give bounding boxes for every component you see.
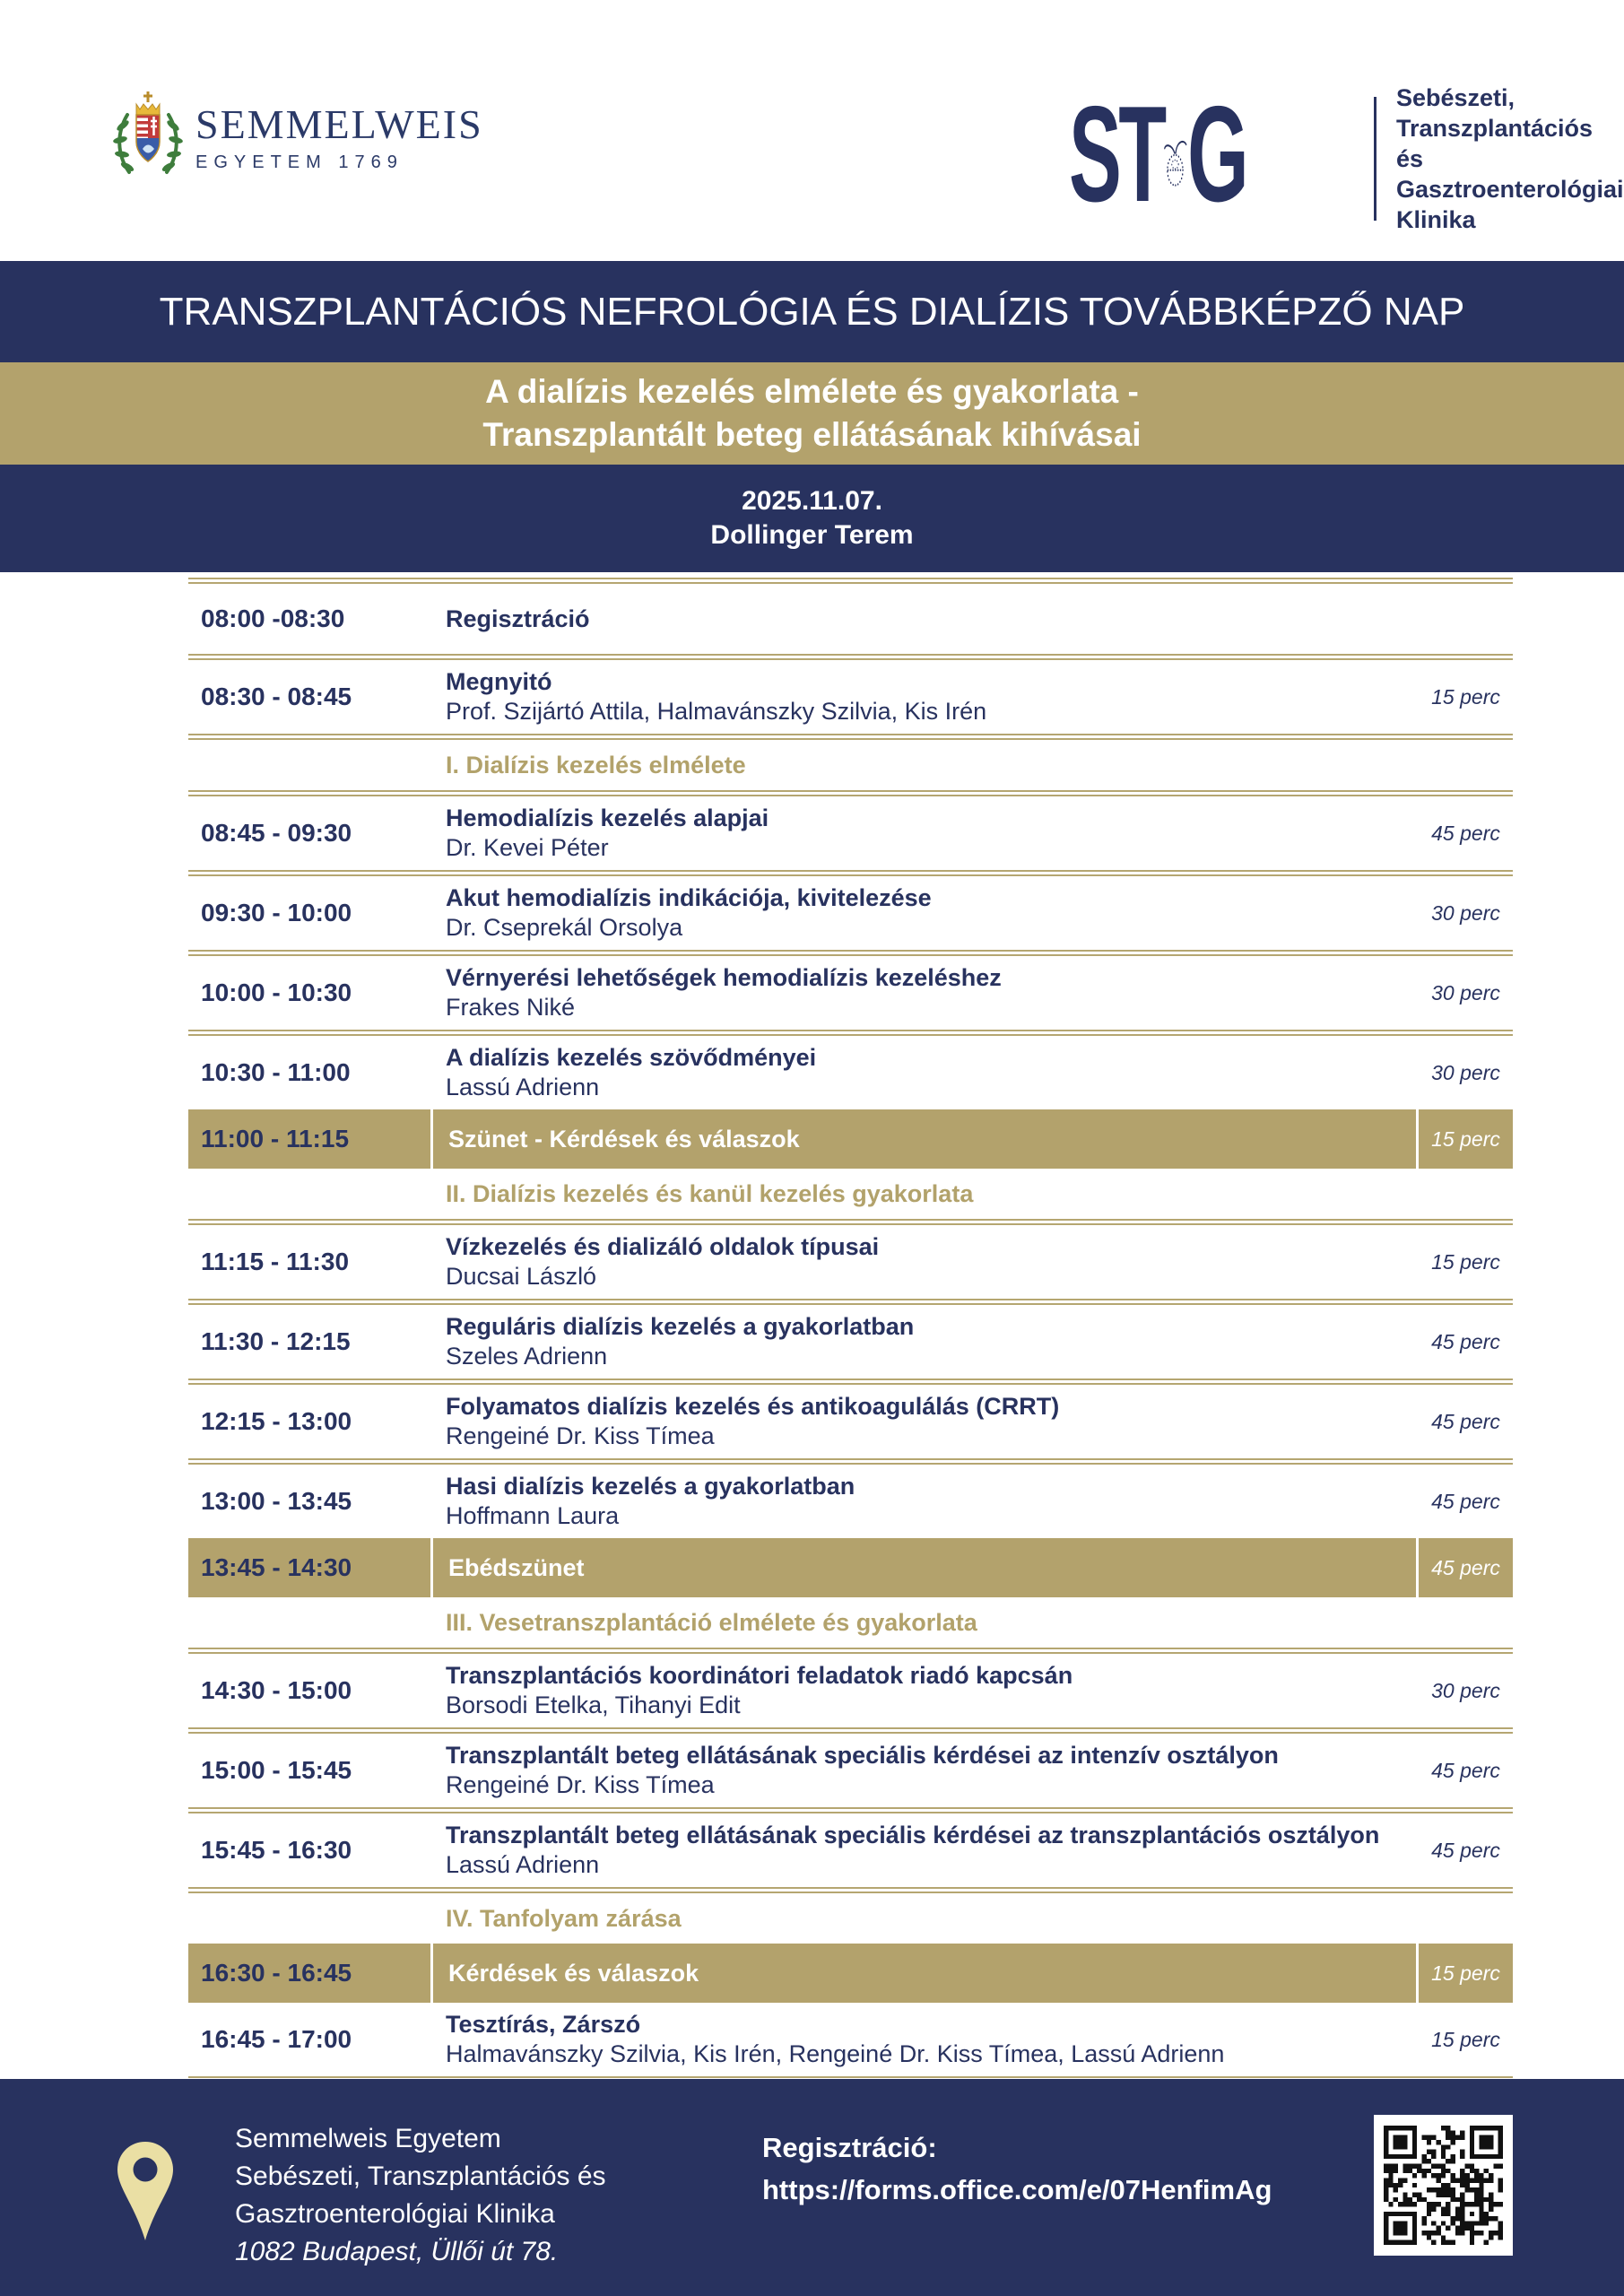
session-speakers: Ducsai László — [446, 1263, 597, 1290]
qr-code-image — [1384, 2126, 1503, 2245]
session-title: Megnyitó — [446, 668, 552, 695]
divider-rule — [188, 950, 1513, 956]
session-title: Regisztráció — [446, 604, 590, 632]
schedule-break-row — [188, 1538, 1513, 1597]
divider-rule — [188, 1299, 1513, 1305]
duration-cell: 15 perc — [1416, 1109, 1513, 1169]
schedule-row — [188, 1385, 1513, 1458]
semmelweis-subtitle: EGYETEM 1769 — [195, 152, 404, 172]
schedule-row — [188, 1813, 1513, 1887]
event-subtitle-line1: A dialízis kezelés elmélete és gyakorlata - — [485, 373, 1139, 410]
time-cell: 13:45 - 14:30 — [201, 1553, 352, 1581]
address-line: Semmelweis Egyetem — [235, 2124, 501, 2153]
session-cell — [430, 1109, 1416, 1169]
registration-label: Regisztráció: — [762, 2132, 937, 2163]
divider-rule — [188, 734, 1513, 740]
schedule-section-header: IV. Tanfolyam zárása — [446, 1904, 682, 1932]
session-cell — [430, 883, 1419, 943]
session-speakers: Lassú Adrienn — [446, 1851, 600, 1878]
session-speakers: Borsodi Etelka, Tihanyi Edit — [446, 1692, 741, 1718]
time-cell: 11:30 - 12:15 — [201, 1327, 351, 1355]
session-cell — [430, 1472, 1419, 1531]
schedule-row — [188, 956, 1513, 1030]
event-venue: Dollinger Terem — [710, 520, 914, 550]
duration-cell: 30 perc — [1431, 900, 1500, 925]
time-cell: 15:00 - 15:45 — [201, 1756, 352, 1784]
time-cell: 10:30 - 11:00 — [201, 1058, 351, 1086]
duration-cell: 30 perc — [1431, 1678, 1500, 1702]
schedule-section-header: III. Vesetranszplantáció elmélete és gyakorlata — [446, 1608, 977, 1636]
divider-rule — [188, 654, 1513, 660]
session-cell — [430, 1312, 1419, 1371]
duration-cell: 30 perc — [1431, 1060, 1500, 1084]
session-title: Transzplantált beteg ellátásának speciális kérdései az intenzív osztályon — [446, 1742, 1279, 1769]
schedule-row — [188, 660, 1513, 734]
semmelweis-crest-icon — [113, 88, 183, 185]
semmelweis-wordmark: SEMMELWEIS — [195, 100, 483, 147]
time-cell: 16:30 - 16:45 — [201, 1959, 352, 1987]
footer — [0, 2079, 1624, 2296]
schedule-row — [188, 1036, 1513, 1109]
time-cell: 16:45 - 17:00 — [201, 2025, 352, 2053]
steg-letters — [1069, 78, 1246, 230]
session-title: Kérdések és válaszok — [448, 1959, 699, 1987]
session-speakers: Rengeiné Dr. Kiss Tímea — [446, 1771, 715, 1798]
schedule-row — [188, 1305, 1513, 1378]
session-title: Reguláris dialízis kezelés a gyakorlatban — [446, 1313, 915, 1340]
schedule-break-row — [188, 1944, 1513, 2003]
schedule-break-row — [188, 1109, 1513, 1169]
session-speakers: Prof. Szijártó Attila, Halmavánszky Szilvia, Kis Irén — [446, 698, 987, 725]
session-cell — [430, 1232, 1419, 1292]
qr-code — [1374, 2115, 1513, 2256]
duration-cell: 45 perc — [1431, 821, 1500, 845]
session-title: A dialízis kezelés szövődményei — [446, 1044, 817, 1071]
session-speakers: Hoffmann Laura — [446, 1502, 620, 1529]
session-cell — [430, 1661, 1419, 1720]
session-title: Vízkezelés és dializáló oldalok típusai — [446, 1233, 880, 1260]
divider-rule — [188, 1807, 1513, 1813]
session-cell — [430, 667, 1419, 726]
session-speakers: Frakes Niké — [446, 994, 576, 1021]
session-title: Hasi dialízis kezelés a gyakorlatban — [446, 1473, 855, 1500]
divider-rule — [188, 1458, 1513, 1465]
location-pin-icon — [115, 2140, 176, 2244]
duration-cell: 45 perc — [1431, 1758, 1500, 1782]
divider-rule — [188, 1378, 1513, 1385]
time-cell: 08:00 -08:30 — [201, 604, 345, 632]
time-cell: 13:00 - 13:45 — [201, 1487, 352, 1515]
steg-logo — [1069, 78, 1624, 235]
semmelweis-logo — [113, 88, 483, 185]
schedule-row — [188, 1734, 1513, 1807]
duration-cell: 45 perc — [1431, 1409, 1500, 1433]
schedule-table — [188, 578, 1513, 2083]
session-speakers: Dr. Kevei Péter — [446, 834, 609, 861]
session-cell — [430, 1392, 1419, 1451]
schedule-row — [188, 1225, 1513, 1299]
event-date: 2025.11.07. — [742, 486, 882, 516]
address-line: Gasztroenterológiai Klinika — [235, 2199, 555, 2229]
session-title: Akut hemodialízis indikációja, kivitelezése — [446, 884, 932, 911]
event-title: TRANSZPLANTÁCIÓS NEFROLÓGIA ÉS DIALÍZIS TOVÁBBKÉPZŐ NAP — [159, 289, 1465, 334]
divider-rule — [188, 1727, 1513, 1734]
duration-cell: 15 perc — [1431, 1249, 1500, 1274]
time-cell: 09:30 - 10:00 — [201, 899, 352, 926]
session-speakers: Halmavánszky Szilvia, Kis Irén, Rengeiné Dr. Kiss Tímea, Lassú Adrienn — [446, 2040, 1225, 2067]
divider-rule — [188, 1887, 1513, 1893]
time-cell: 08:30 - 08:45 — [201, 683, 352, 710]
event-subtitle-line2: Transzplantált beteg ellátásának kihívásai — [482, 416, 1142, 453]
session-cell — [430, 1821, 1419, 1880]
session-title: Folyamatos dialízis kezelés és antikoagulálás (CRRT) — [446, 1393, 1060, 1420]
session-title: Transzplantált beteg ellátásának speciális kérdései az transzplantációs osztályon — [446, 1822, 1380, 1848]
steg-st: ST — [1069, 78, 1164, 230]
time-cell: 10:00 - 10:30 — [201, 978, 352, 1006]
duration-cell: 45 perc — [1431, 1329, 1500, 1353]
duration-cell: 45 perc — [1416, 1538, 1513, 1597]
session-title: Szünet - Kérdések és válaszok — [448, 1125, 800, 1152]
time-cell: 11:15 - 11:30 — [201, 1248, 350, 1275]
session-title: Ebédszünet — [448, 1553, 585, 1581]
session-speakers: Szeles Adrienn — [446, 1343, 608, 1370]
schedule-row — [188, 796, 1513, 870]
subtitle-band — [0, 362, 1624, 465]
session-cell — [430, 963, 1419, 1022]
session-cell — [430, 1538, 1416, 1597]
divider-rule — [188, 1219, 1513, 1225]
session-speakers: Dr. Cseprekál Orsolya — [446, 914, 683, 941]
session-title: Vérnyerési lehetőségek hemodialízis kezeléshez — [446, 964, 1002, 991]
registration-block — [762, 2126, 1272, 2210]
session-title: Transzplantációs koordinátori feladatok riadó kapcsán — [446, 1662, 1073, 1689]
address-line: Sebészeti, Transzplantációs és — [235, 2161, 606, 2191]
duration-cell: 15 perc — [1431, 684, 1500, 709]
steg-g: G — [1187, 78, 1246, 230]
title-band — [0, 261, 1624, 362]
divider-rule — [188, 1648, 1513, 1654]
schedule-row — [188, 876, 1513, 950]
steg-clinic-name: Sebészeti, Transzplantációs és Gasztroenterológiai Klinika — [1395, 84, 1624, 233]
duration-cell: 45 perc — [1431, 1838, 1500, 1862]
time-cell: 11:00 - 11:15 — [201, 1125, 350, 1152]
session-title: Hemodialízis kezelés alapjai — [446, 804, 769, 831]
registration-url[interactable]: https://forms.office.com/e/07HenfimAg — [762, 2174, 1272, 2205]
address-street: 1082 Budapest, Üllői út 78. — [235, 2237, 559, 2266]
divider-rule — [188, 870, 1513, 876]
time-cell: 12:15 - 13:00 — [201, 1407, 352, 1435]
steg-divider — [1374, 97, 1376, 221]
schedule-section-header: I. Dialízis kezelés elmélete — [446, 751, 746, 778]
session-cell — [430, 2010, 1419, 2069]
venue-address — [235, 2120, 606, 2271]
session-cell — [430, 1043, 1419, 1102]
schedule-row — [188, 584, 1513, 654]
schedule-row — [188, 1465, 1513, 1538]
session-title: Tesztírás, Zárszó — [446, 2011, 641, 2038]
time-cell: 08:45 - 09:30 — [201, 819, 352, 847]
time-cell: 15:45 - 16:30 — [201, 1836, 352, 1864]
session-speakers: Rengeiné Dr. Kiss Tímea — [446, 1422, 715, 1449]
schedule-section-header: II. Dialízis kezelés és kanül kezelés gyakorlata — [446, 1179, 974, 1207]
divider-rule — [188, 790, 1513, 796]
time-cell: 14:30 - 15:00 — [201, 1676, 352, 1704]
duration-cell: 15 perc — [1431, 2027, 1500, 2051]
duration-cell: 30 perc — [1431, 980, 1500, 1004]
duration-cell: 15 perc — [1416, 1944, 1513, 2003]
divider-rule — [188, 1030, 1513, 1036]
session-cell — [430, 804, 1419, 863]
steg-kidney-e-icon — [1164, 101, 1187, 216]
date-band — [0, 465, 1624, 572]
session-cell — [430, 604, 1419, 634]
divider-rule — [188, 578, 1513, 584]
schedule-row — [188, 1654, 1513, 1727]
session-cell — [430, 1944, 1416, 2003]
schedule-row — [188, 2003, 1513, 2076]
session-speakers: Lassú Adrienn — [446, 1074, 600, 1100]
session-cell — [430, 1741, 1419, 1800]
duration-cell: 45 perc — [1431, 1489, 1500, 1513]
